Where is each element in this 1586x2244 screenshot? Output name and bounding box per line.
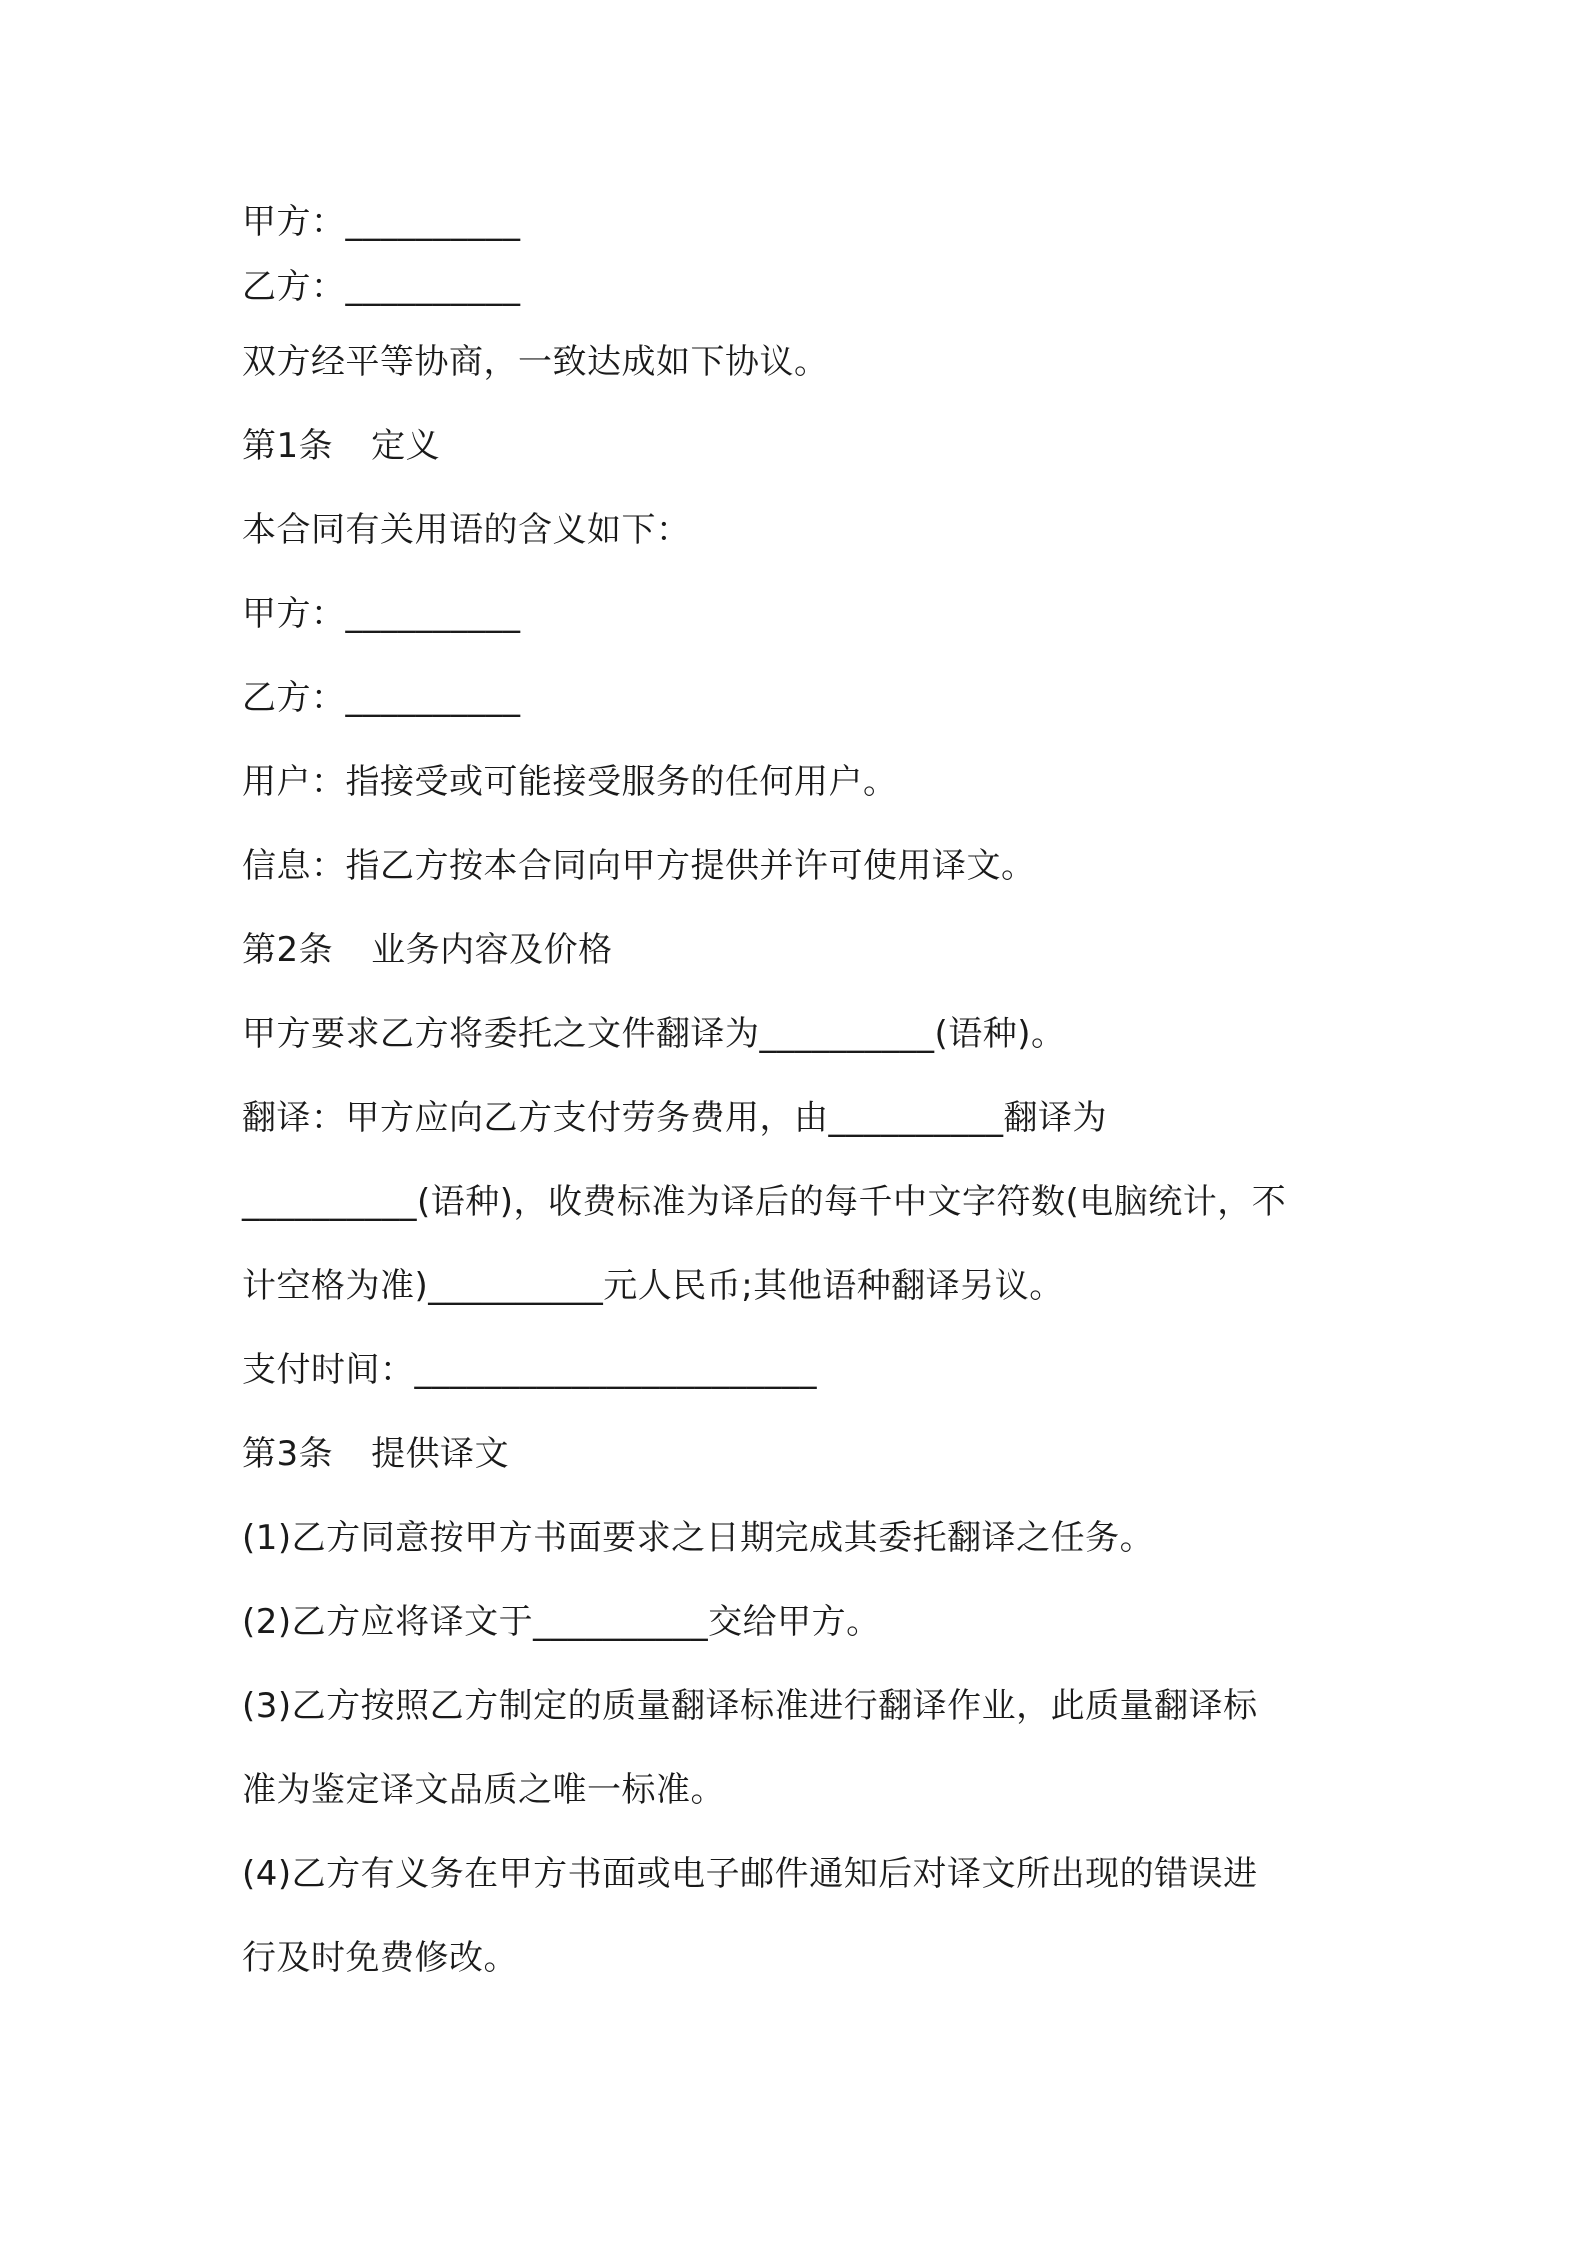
- translation-fee-line-3: 计空格为准)__________元人民币;其他语种翻译另议。: [242, 1266, 1064, 1306]
- party-a-line: 甲方：__________: [242, 202, 521, 242]
- article-1-number: 第1条: [242, 426, 334, 466]
- definition-user: 用户：指接受或可能接受服务的任何用户。: [242, 762, 898, 802]
- translation-fee-line-2: __________(语种)，收费标准为译后的每千中文字符数(电脑统计，不: [242, 1182, 1287, 1222]
- article-1-title: 定义: [371, 426, 441, 466]
- article-3-heading: [242, 1432, 509, 1476]
- definition-party-a: 甲方：__________: [242, 594, 521, 634]
- definition-party-b: 乙方：__________: [242, 678, 521, 718]
- clause-3-line-1: (3)乙方按照乙方制定的质量翻译标准进行翻译作业，此质量翻译标: [242, 1686, 1258, 1726]
- clause-4-line-2: 行及时免费修改。: [242, 1938, 518, 1978]
- article-2-number: 第2条: [242, 930, 334, 970]
- article-3-title: 提供译文: [371, 1434, 510, 1474]
- article-3-number: 第3条: [242, 1434, 334, 1474]
- translation-request: 甲方要求乙方将委托之文件翻译为__________(语种)。: [242, 1014, 1066, 1054]
- article-2-heading: [242, 928, 613, 972]
- party-b-line: 乙方：__________: [242, 267, 521, 307]
- definition-information: 信息：指乙方按本合同向甲方提供并许可使用译文。: [242, 846, 1036, 886]
- translation-fee-line-1: 翻译：甲方应向乙方支付劳务费用，由__________翻译为: [242, 1098, 1107, 1138]
- article-1-heading: [242, 424, 440, 468]
- agreement-intro: 双方经平等协商，一致达成如下协议。: [242, 342, 829, 382]
- clause-1: (1)乙方同意按甲方书面要求之日期完成其委托翻译之任务。: [242, 1518, 1155, 1558]
- clause-4-line-1: (4)乙方有义务在甲方书面或电子邮件通知后对译文所出现的错误进: [242, 1854, 1258, 1894]
- payment-time: 支付时间：_______________________: [242, 1350, 817, 1390]
- article-2-title: 业务内容及价格: [371, 930, 613, 970]
- clause-2: (2)乙方应将译文于__________交给甲方。: [242, 1602, 881, 1642]
- definitions-intro: 本合同有关用语的含义如下：: [242, 510, 691, 550]
- clause-3-line-2: 准为鉴定译文品质之唯一标准。: [242, 1770, 725, 1810]
